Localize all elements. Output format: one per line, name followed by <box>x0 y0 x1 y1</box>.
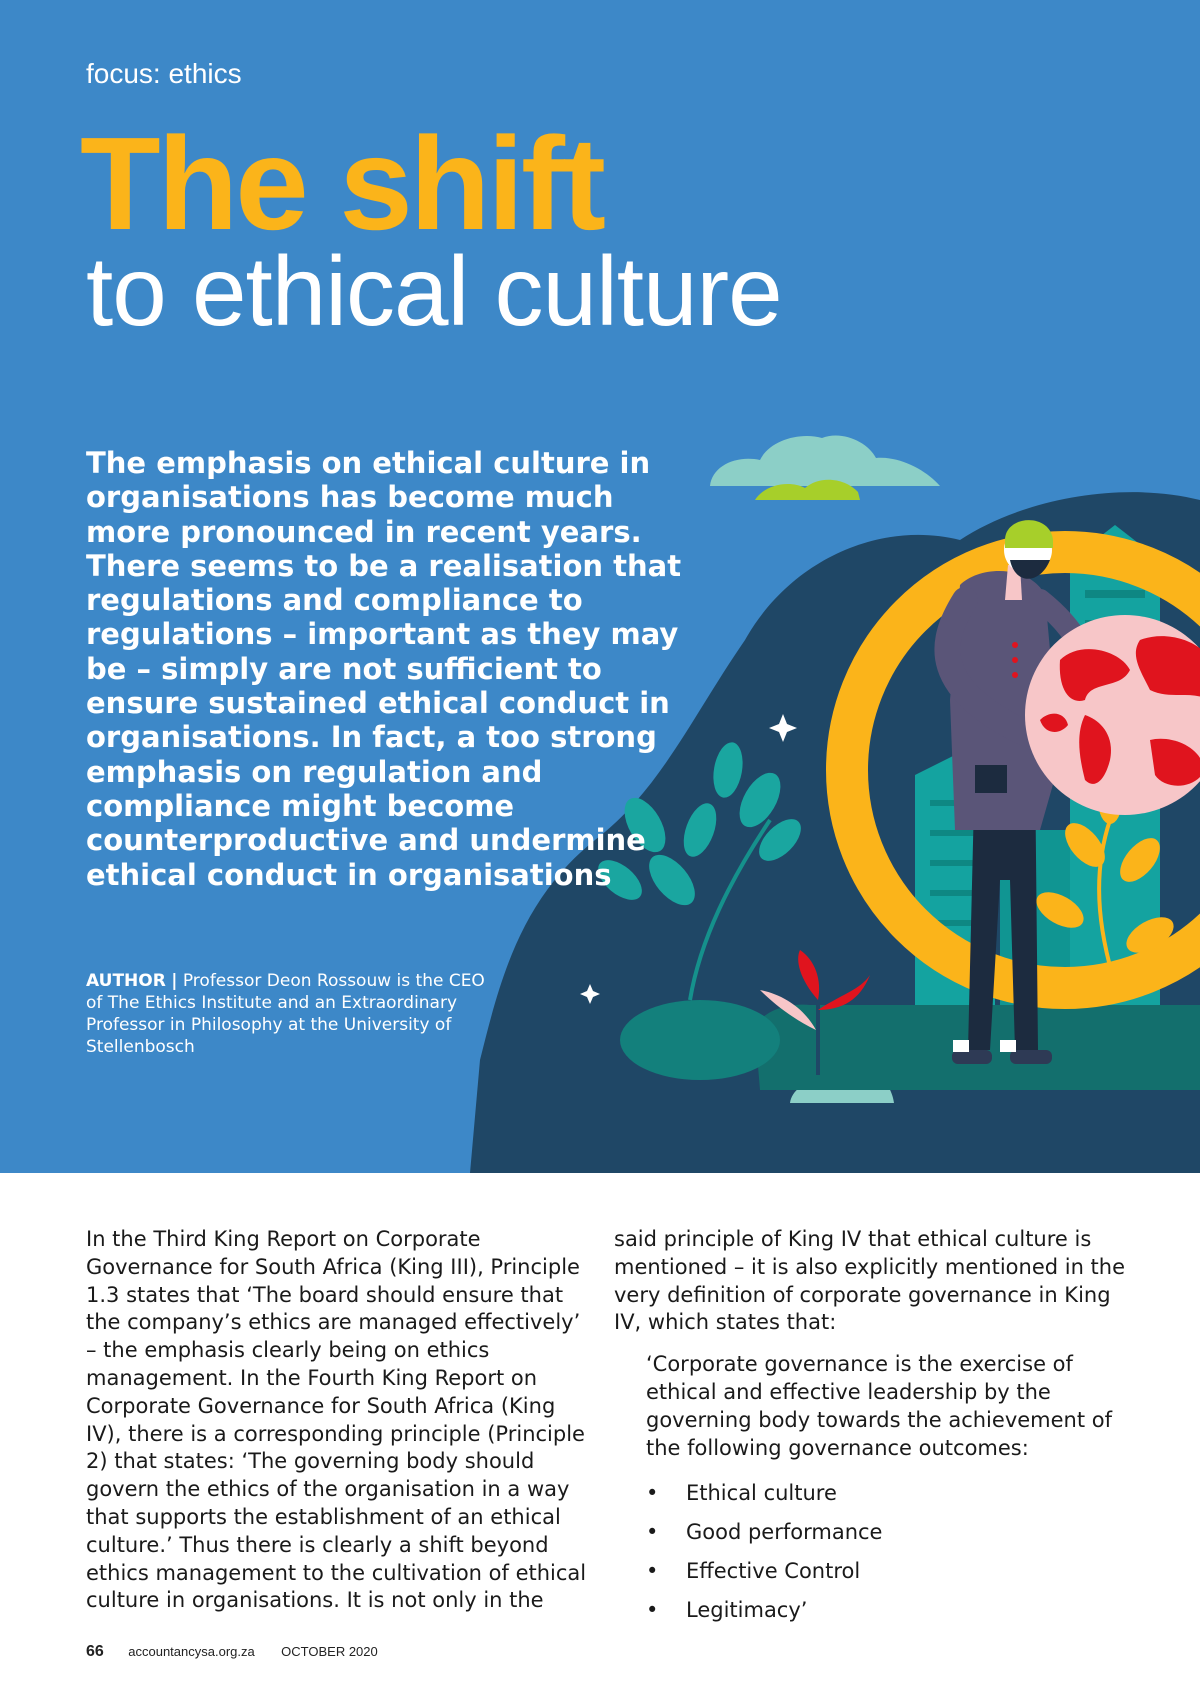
body-paragraph: said principle of King IV that ethical culture is mentioned – it is also explicitly mentioned in the very definition of corporate governance in King IV, which states that: <box>614 1227 1126 1335</box>
bullet-icon: • <box>646 1598 659 1623</box>
author-byline <box>86 970 506 1058</box>
bullet-icon: • <box>646 1559 659 1584</box>
footer-date: OCTOBER 2020 <box>281 1644 378 1659</box>
list-item-text: Legitimacy’ <box>686 1598 808 1623</box>
author-label: AUTHOR <box>86 971 166 991</box>
bullet-icon: • <box>646 1520 659 1545</box>
page-footer <box>86 1643 378 1667</box>
list-item-text: Effective Control <box>686 1559 861 1584</box>
list-item <box>646 1513 1134 1552</box>
bullet-icon: • <box>646 1481 659 1506</box>
list-item-text: Good performance <box>686 1520 883 1545</box>
list-item-text: Ethical culture <box>686 1481 837 1506</box>
footer-website: accountancysa.org.za <box>128 1644 255 1659</box>
author-description: Professor Deon Rossouw is the CEO of The Ethics Institute and an Extraordinary Professor in Philosophy at the University of Stellenbosch <box>86 971 485 1057</box>
list-item <box>646 1474 1134 1513</box>
list-item <box>646 1552 1134 1591</box>
author-separator: | <box>171 971 178 991</box>
page-number: 66 <box>86 1643 104 1660</box>
ground-platform <box>620 1000 1200 1090</box>
section-label: focus: ethics <box>86 58 242 89</box>
list-item <box>646 1591 1134 1630</box>
article-title: The shift <box>80 110 603 257</box>
block-quote: ‘Corporate governance is the exercise of ethical and effective leadership by the governing body towards the achievement of the following governance outcomes: <box>646 1352 1112 1460</box>
cloud-icon <box>710 435 940 500</box>
bullet-list <box>646 1474 1134 1630</box>
body-column-right <box>614 1226 1134 1630</box>
standfirst-intro: The emphasis on ethical culture in organisations has become much more pronounced in recent years. There seems to be a realisation that regulations and compliance to regulations – important as they may be – simply are not sufficient to ensure sustained ethical conduct in organisations. In fact, a too strong emphasis on regulation and compliance might become counterproductive and undermine ethical conduct in organisations <box>86 446 682 892</box>
body-column-left: In the Third King Report on Corporate Governance for South Africa (King III), Principle 1.3 states that ‘The board should ensure that the company’s ethics are managed effectively’ – the emphasis clearly being on ethics management. In the Fourth King Report on Corporate Governance for South Africa (King IV), there is a corresponding principle (Principle 2) that states: ‘The governing body should govern the ethics of the organisation in a way that supports the establishment of an ethical culture.’ Thus there is clearly a shift beyond ethics management to the cultivation of ethical culture in organisations. It is not only in the <box>86 1227 587 1613</box>
article-subtitle: to ethical culture <box>86 236 782 346</box>
